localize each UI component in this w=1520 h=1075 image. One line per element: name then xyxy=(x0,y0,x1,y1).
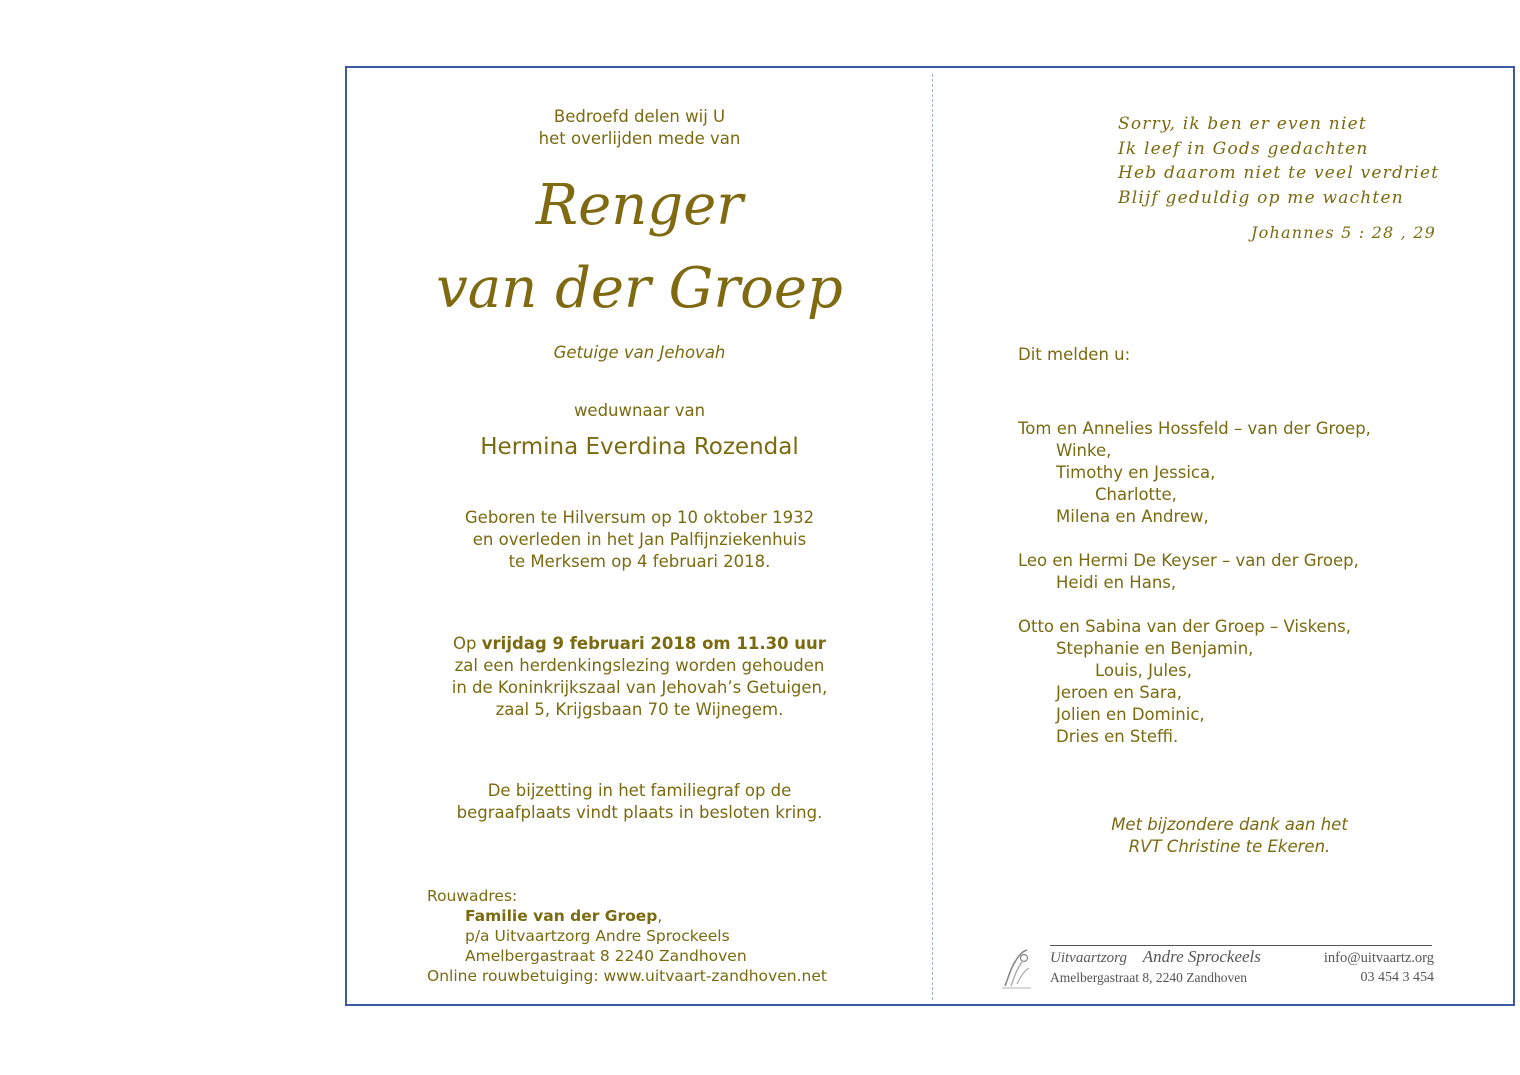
family-head: Tom en Annelies Hossfeld – van der Groep, xyxy=(1018,419,1371,438)
footer-org xyxy=(1050,947,1261,968)
fold-line xyxy=(932,74,933,1000)
ceremony-line: in de Koninkrijkszaal van Jehovah’s Getuigen, xyxy=(451,678,828,697)
poem-line: Ik leef in Gods gedachten xyxy=(1118,138,1369,159)
burial-line: begraafplaats vindt plaats in besloten kring. xyxy=(456,803,823,822)
thanks-line: RVT Christine te Ekeren. xyxy=(1128,837,1331,856)
thanks xyxy=(1107,814,1352,858)
thanks-line: Met bijzondere dank aan het xyxy=(1111,815,1348,834)
intro-text xyxy=(347,106,932,150)
mourning-address xyxy=(427,886,827,986)
footer-org-label: Uitvaartzorg xyxy=(1050,950,1127,966)
family-member: Milena en Andrew, xyxy=(1056,507,1209,526)
deceased-last-name: van der Groep xyxy=(436,256,843,321)
footer-phone: 03 454 3 454 xyxy=(1360,970,1434,985)
life-line: en overleden in het Jan Palfijnziekenhuis xyxy=(472,530,807,549)
family-member: Dries en Steffi. xyxy=(1056,727,1179,746)
spouse-name: Hermina Everdina Rozendal xyxy=(480,434,799,460)
widower-label: weduwnaar van xyxy=(573,401,706,420)
footer-email: info@uitvaartz.org xyxy=(1323,950,1434,966)
family-member: Stephanie en Benjamin, xyxy=(1056,639,1254,658)
family-head: Otto en Sabina van der Groep – Viskens, xyxy=(1018,617,1351,636)
intro-line: het overlijden mede van xyxy=(538,129,741,148)
ceremony-line: zaal 5, Krijgsbaan 70 te Wijnegem. xyxy=(495,700,784,719)
burial-info xyxy=(347,780,932,824)
bible-verse: Johannes 5 : 28 , 29 xyxy=(1251,223,1436,242)
address-line: p/a Uitvaartzorg Andre Sprockeels xyxy=(465,927,730,945)
address-family-line: Familie van der Groep, xyxy=(465,907,663,925)
intro-line: Bedroefd delen wij U xyxy=(553,107,726,126)
announce-label: Dit melden u: xyxy=(1018,345,1131,364)
deceased-first-name: Renger xyxy=(535,173,744,238)
footer-org-name: Andre Sprockeels xyxy=(1142,947,1261,966)
family-member: Charlotte, xyxy=(1095,485,1177,504)
family-group xyxy=(1018,418,1371,528)
poem-line: Blijf geduldig op me wachten xyxy=(1118,187,1404,208)
ceremony-info xyxy=(347,633,932,721)
life-line: Geboren te Hilversum op 10 oktober 1932 xyxy=(464,508,815,527)
address-family: Familie van der Groep xyxy=(465,907,658,925)
family-member: Jeroen en Sara, xyxy=(1056,683,1182,702)
memorial-card xyxy=(345,66,1515,1006)
life-dates xyxy=(347,507,932,573)
poem-line: Heb daarom niet te veel verdriet xyxy=(1118,163,1440,183)
ceremony-line xyxy=(347,633,932,655)
family-member: Louis, Jules, xyxy=(1095,661,1193,680)
footer-rule xyxy=(1050,945,1432,946)
family-group xyxy=(1018,550,1371,594)
address-line: Amelbergastraat 8 2240 Zandhoven xyxy=(465,947,747,965)
ceremony-date: vrijdag 9 februari 2018 om 11.30 uur xyxy=(481,634,826,653)
family-head: Leo en Hermi De Keyser – van der Groep, xyxy=(1018,551,1359,570)
family-member: Jolien en Dominic, xyxy=(1056,705,1205,724)
burial-line: De bijzetting in het familiegraf op de xyxy=(487,781,792,800)
family-member: Heidi en Hans, xyxy=(1056,573,1177,592)
family-member: Winke, xyxy=(1056,441,1112,460)
life-line: te Merksem op 4 februari 2018. xyxy=(508,552,771,571)
ceremony-prefix: Op xyxy=(453,634,482,653)
funeral-home-logo-icon xyxy=(997,942,1037,990)
family-list xyxy=(1018,418,1371,748)
affiliation: Getuige van Jehovah xyxy=(553,343,726,362)
online-condolence: Online rouwbetuiging: www.uitvaart-zandhoven.net xyxy=(427,967,827,985)
poem-line: Sorry, ik ben er even niet xyxy=(1118,114,1367,134)
family-member: Timothy en Jessica, xyxy=(1056,463,1216,482)
poem xyxy=(1118,112,1439,210)
footer-address: Amelbergastraat 8, 2240 Zandhoven xyxy=(1050,970,1247,985)
family-group xyxy=(1018,616,1371,748)
address-label: Rouwadres: xyxy=(427,887,518,905)
ceremony-line: zal een herdenkingslezing worden gehouden xyxy=(454,656,825,675)
